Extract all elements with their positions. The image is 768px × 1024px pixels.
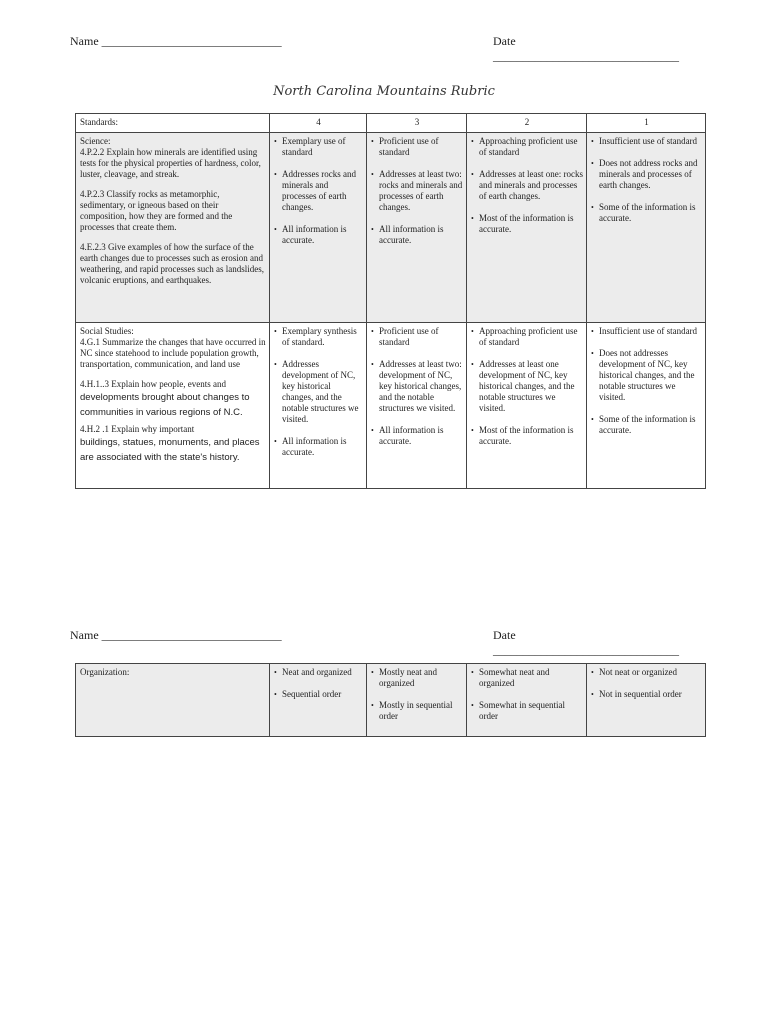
social-score-2-cell	[467, 323, 587, 489]
social-standard-4h13: 4.H.1..3 Explain how people, events and	[80, 379, 226, 389]
organization-score-3-cell	[367, 664, 467, 737]
header-score-3: 3	[367, 114, 467, 133]
science-row	[76, 133, 706, 323]
rubric-header-row	[76, 114, 706, 133]
rubric-table	[75, 113, 706, 489]
organization-score-1-cell	[587, 664, 706, 737]
social-studies-row	[76, 323, 706, 489]
name-field-label[interactable]: Name ______________________________	[70, 34, 282, 48]
list-item: • Somewhat neat and organized	[471, 667, 583, 689]
list-item: • Neat and organized	[274, 667, 363, 678]
list-item: • Exemplary use of standard	[274, 136, 363, 158]
list-item: • Exemplary synthesis of standard.	[274, 326, 363, 348]
list-item: • Approaching proficient use of standard	[471, 326, 583, 348]
organization-label-cell: Organization:	[76, 664, 270, 737]
list-item: • Does not addresses development of NC, key historical changes, and the notable structures we visited.	[591, 348, 702, 403]
date-field-label-2[interactable]: Date _______________________________	[493, 628, 679, 657]
list-item: • Most of the information is accurate.	[471, 213, 583, 235]
list-item: • Addresses at least one development of NC, key historical changes, and the notable structures we visited.	[471, 359, 583, 414]
name-field-label-2[interactable]: Name ______________________________	[70, 628, 282, 642]
social-standard-4g1: Social Studies: 4.G.1 Summarize the changes that have occurred in NC since statehood to include population growth, transportation, communication, and land use	[80, 326, 266, 369]
science-score-3-cell	[367, 133, 467, 323]
list-item: • Not in sequential order	[591, 689, 702, 700]
list-item: • Proficient use of standard	[371, 136, 463, 158]
science-standard-4p23: 4.P.2.3 Classify rocks as metamorphic, sedimentary, or igneous based on their composition, how they are formed and the processes that create them.	[80, 189, 233, 232]
header-score-2: 2	[467, 114, 587, 133]
organization-score-2-cell	[467, 664, 587, 737]
list-item: • All information is accurate.	[274, 224, 363, 246]
organization-table	[75, 663, 706, 737]
social-standard-4h13-cont: developments brought about changes to communities in various regions of N.C.	[80, 392, 250, 418]
organization-row	[76, 664, 706, 737]
list-item: • Addresses development of NC, key historical changes, and the notable structures we visited.	[274, 359, 363, 425]
social-score-1-cell	[587, 323, 706, 489]
list-item: • Insufficient use of standard	[591, 326, 702, 337]
list-item: • All information is accurate.	[274, 436, 363, 458]
page-title: North Carolina Mountains Rubric	[273, 84, 495, 99]
list-item: • Some of the information is accurate.	[591, 414, 702, 436]
list-item: • Mostly neat and organized	[371, 667, 463, 689]
list-item: • Mostly in sequential order	[371, 700, 463, 722]
list-item: • Addresses at least two: development of NC, key historical changes, and the notable structures we visited.	[371, 359, 463, 414]
organization-score-4-cell	[270, 664, 367, 737]
science-standards-cell	[76, 133, 270, 323]
list-item: • All information is accurate.	[371, 224, 463, 246]
date-field-label[interactable]: Date _______________________________	[493, 34, 679, 63]
list-item: • Insufficient use of standard	[591, 136, 702, 147]
science-score-1-cell	[587, 133, 706, 323]
list-item: • Most of the information is accurate.	[471, 425, 583, 447]
list-item: • Approaching proficient use of standard	[471, 136, 583, 158]
social-score-3-cell	[367, 323, 467, 489]
list-item: • Does not address rocks and minerals and processes of earth changes.	[591, 158, 702, 191]
science-standard-4e23: 4.E.2.3 Give examples of how the surface of the earth changes due to processes such as erosion and weathering, and rapid processes such as landslides, volcanic eruptions, and earthquakes.	[80, 242, 264, 285]
list-item: • Addresses at least one: rocks and minerals and processes of earth changes.	[471, 169, 583, 202]
header-score-1: 1	[587, 114, 706, 133]
header-standards: Standards:	[76, 114, 270, 133]
social-standard-4h21-cont: buildings, statues, monuments, and places are associated with the state's history.	[80, 437, 260, 463]
list-item: • Some of the information is accurate.	[591, 202, 702, 224]
list-item: • Proficient use of standard	[371, 326, 463, 348]
science-score-2-cell	[467, 133, 587, 323]
science-standard-4p22: Science: 4.P.2.2 Explain how minerals are identified using tests for the physical properties of hardness, color, luster, cleavage, and streak.	[80, 136, 261, 179]
list-item: • Addresses at least two: rocks and minerals and processes of earth changes.	[371, 169, 463, 213]
social-standard-4h21: 4.H.2 .1 Explain why important	[80, 424, 195, 434]
list-item: • Not neat or organized	[591, 667, 702, 678]
header-score-4: 4	[270, 114, 367, 133]
list-item: • All information is accurate.	[371, 425, 463, 447]
social-studies-standards-cell	[76, 323, 270, 489]
list-item: • Addresses rocks and minerals and processes of earth changes.	[274, 169, 363, 213]
list-item: • Sequential order	[274, 689, 363, 700]
list-item: • Somewhat in sequential order	[471, 700, 583, 722]
social-score-4-cell	[270, 323, 367, 489]
science-score-4-cell	[270, 133, 367, 323]
